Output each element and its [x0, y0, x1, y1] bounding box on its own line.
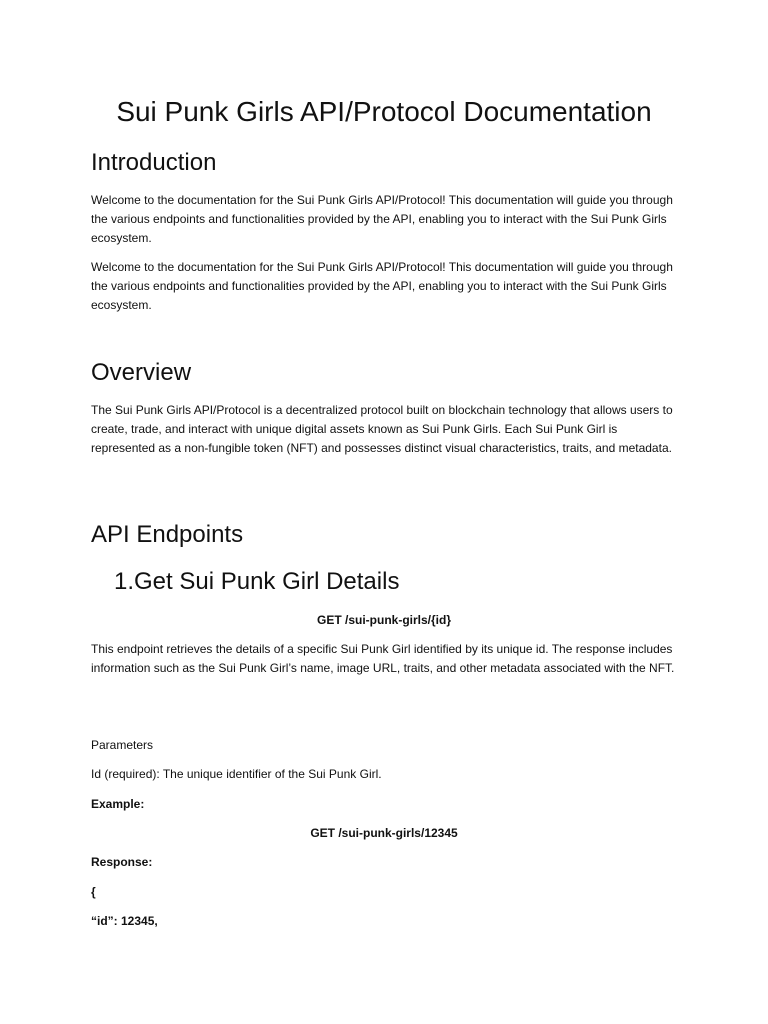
response-id-line: “id”: 12345, — [91, 914, 158, 928]
api-endpoints-heading: API Endpoints — [91, 521, 244, 548]
example-route: GET /sui-punk-girls/12345 — [310, 826, 458, 840]
introduction-paragraph-1: Welcome to the documentation for the Sui Punk Girls API/Protocol! This documentation will guide you through the various endpoints and functionalities provided by the API, enabling you to interact with the Sui Punk Girls ecosystem. — [91, 193, 673, 245]
overview-heading: Overview — [91, 359, 192, 386]
endpoint-1-heading: 1.Get Sui Punk Girl Details — [114, 568, 400, 595]
introduction-heading: Introduction — [91, 149, 217, 176]
overview-paragraph: The Sui Punk Girls API/Protocol is a decentralized protocol built on blockchain technology that allows users to create, trade, and interact with unique digital assets known as Sui Punk Girls. Each Sui Punk Girl is represented as a non-fungible token (NFT) and possesses distinct visual characteristics, traits, and metadata. — [91, 403, 673, 455]
response-label: Response: — [91, 855, 153, 869]
document-title: Sui Punk Girls API/Protocol Documentation — [116, 96, 652, 127]
endpoint-1-description: This endpoint retrieves the details of a specific Sui Punk Girl identified by its unique id. The response includes information such as the Sui Punk Girl’s name, image URL, traits, and other metadata associated with the NFT. — [91, 642, 675, 675]
introduction-paragraph-2: Welcome to the documentation for the Sui Punk Girls API/Protocol! This documentation will guide you through the various endpoints and functionalities provided by the API, enabling you to interact with the Sui Punk Girls ecosystem. — [91, 260, 673, 312]
example-label: Example: — [91, 797, 145, 811]
endpoint-1-route: GET /sui-punk-girls/{id} — [316, 613, 451, 627]
response-open-brace: { — [91, 885, 96, 899]
parameter-id: Id (required): The unique identifier of the Sui Punk Girl. — [91, 767, 382, 781]
parameters-label: Parameters — [91, 738, 154, 752]
